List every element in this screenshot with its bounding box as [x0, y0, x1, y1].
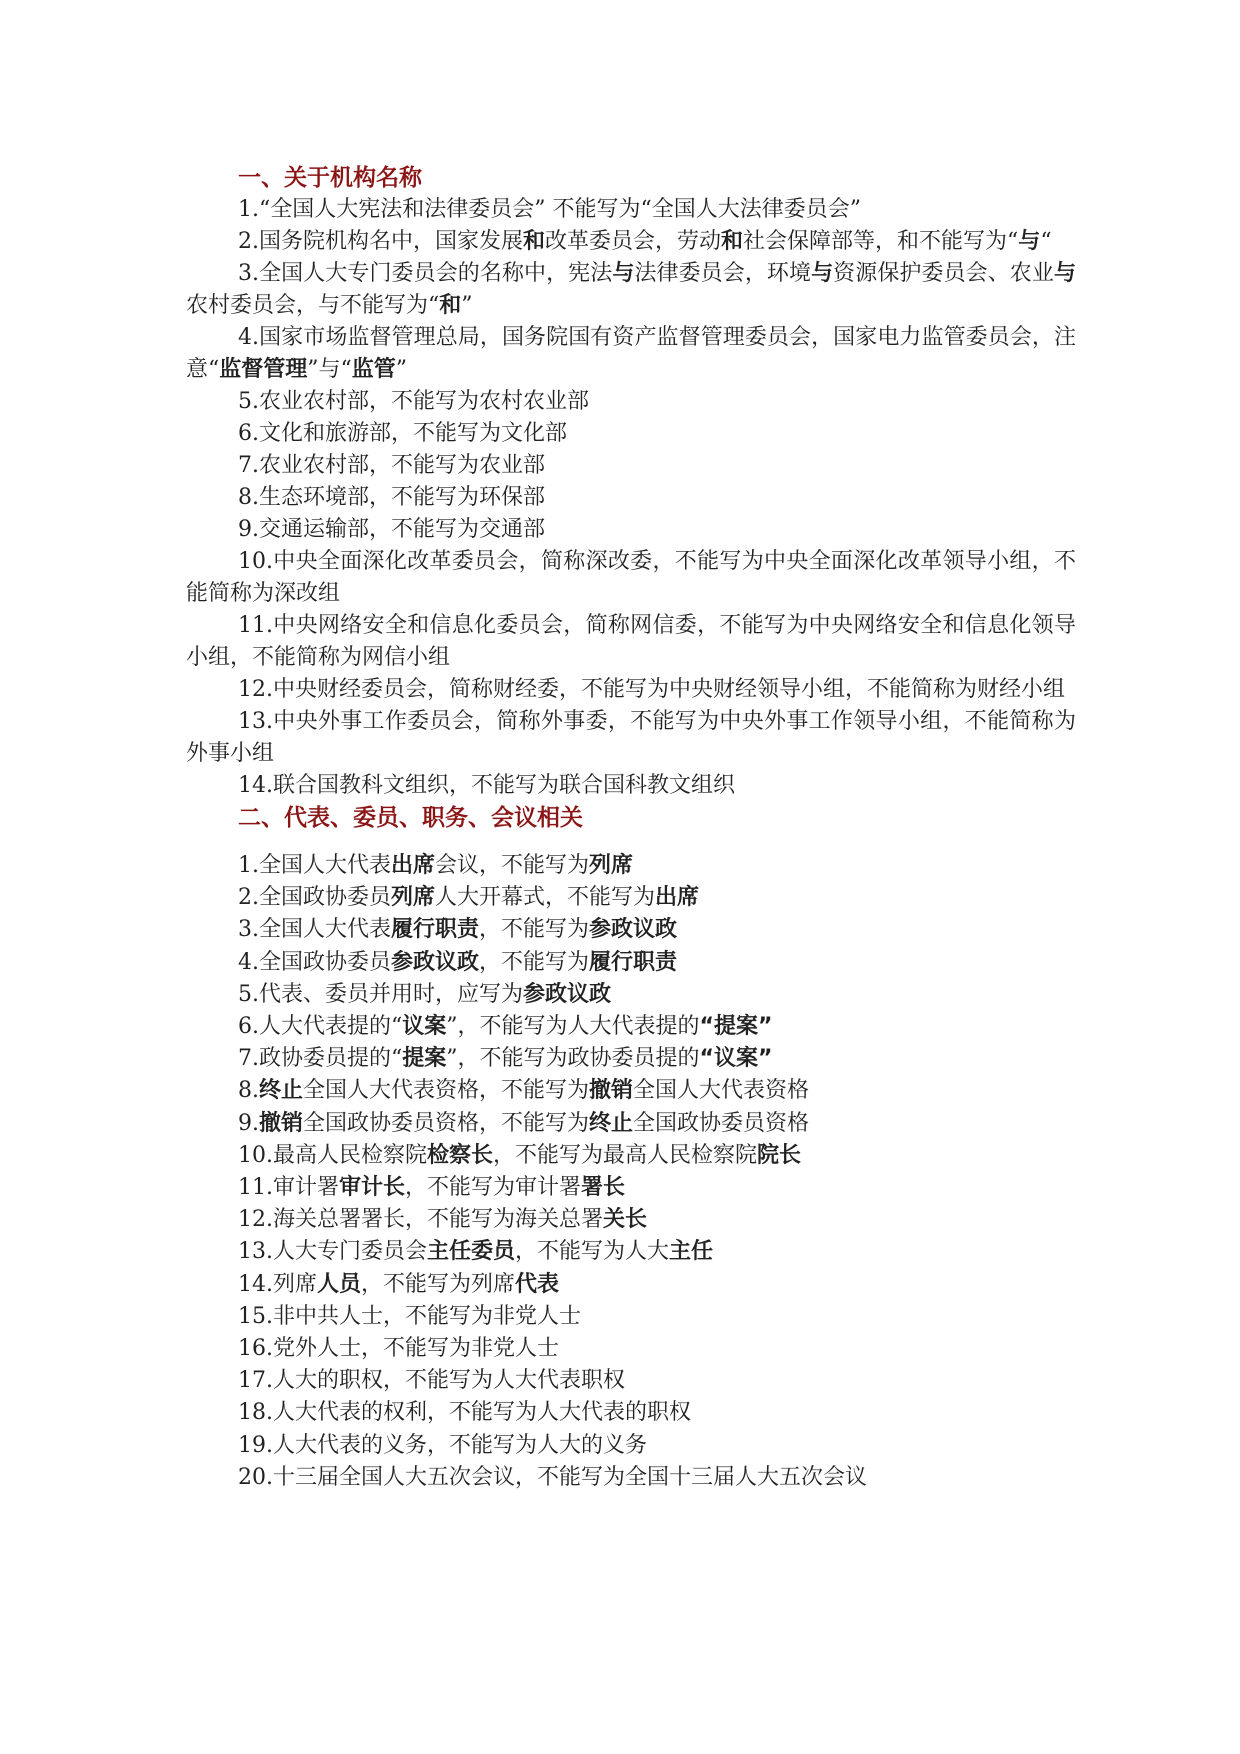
emphasis-text: 和 — [523, 229, 546, 254]
item-text: 17.人大的职权，不能写为人大代表职权 — [238, 1368, 625, 1394]
emphasis-text: 主任 — [669, 1239, 714, 1265]
list-item — [238, 1333, 1076, 1365]
emphasis-text: 参政议政 — [391, 949, 480, 975]
document-body — [186, 162, 1076, 1494]
emphasis-text: 撤销 — [259, 1110, 304, 1136]
emphasis-text: 履行职责 — [391, 917, 480, 943]
item-text: 14.联合国教科文组织，不能写为联合国科教文组织 — [238, 773, 735, 798]
list-item — [238, 1236, 1076, 1268]
item-text: 全国政协委员资格，不能写为 — [303, 1110, 590, 1136]
item-text: ，不能写为 — [479, 949, 590, 975]
section-list-deputies-members — [186, 850, 1076, 1494]
item-text: ”，不能写为人大代表提的 — [446, 1014, 700, 1040]
emphasis-text: 列席 — [589, 853, 634, 878]
item-text: ”与“ — [307, 357, 352, 382]
emphasis-text: 人员 — [317, 1271, 362, 1297]
item-text: ” — [395, 357, 408, 382]
emphasis-text: 履行职责 — [589, 949, 678, 975]
list-item — [238, 1011, 1076, 1043]
emphasis-text: 出席 — [391, 853, 436, 878]
list-item — [238, 1365, 1076, 1397]
emphasis-text: 与 — [811, 261, 834, 286]
item-text: 14.列席 — [238, 1271, 317, 1297]
list-item — [238, 914, 1076, 946]
item-text: ，不能写为人大 — [515, 1239, 670, 1265]
list-item — [186, 482, 1076, 514]
list-item — [238, 1043, 1076, 1075]
item-text: 3.全国人大专门委员会的名称中，宪法 — [238, 261, 613, 286]
item-text: 法律委员会，环境 — [634, 261, 812, 286]
list-item — [186, 450, 1076, 482]
item-text: 8. — [238, 1078, 259, 1104]
list-item — [186, 610, 1076, 674]
emphasis-text: 参政议政 — [589, 917, 678, 943]
emphasis-text: 终止 — [259, 1078, 304, 1104]
emphasis-text: 院长 — [757, 1142, 802, 1168]
emphasis-text: 和 — [439, 293, 462, 318]
list-item — [186, 226, 1076, 258]
emphasis-text: 提案 — [402, 1046, 447, 1072]
list-item — [238, 850, 1076, 882]
emphasis-text: 和 — [721, 229, 744, 254]
item-text: 1.“全国人大宪法和法律委员会” 不能写为“全国人大法律委员会” — [238, 197, 861, 222]
item-text: 20.十三届全国人大五次会议，不能写为全国十三届人大五次会议 — [238, 1464, 867, 1490]
item-text: 2.国务院机构名中，国家发展 — [238, 229, 523, 254]
emphasis-text: 监督管理 — [219, 357, 308, 382]
item-text: 2.全国政协委员 — [238, 885, 391, 911]
list-item — [238, 1108, 1076, 1140]
item-text: ，不能写为 — [479, 917, 590, 943]
list-item — [186, 194, 1076, 226]
emphasis-text: 署长 — [581, 1175, 626, 1201]
list-item — [186, 674, 1076, 706]
emphasis-text: 审计长 — [339, 1175, 406, 1201]
list-item — [186, 706, 1076, 770]
item-text: 资源保护委员会、农业 — [833, 261, 1054, 286]
item-text: 改革委员会，劳动 — [545, 229, 722, 254]
list-item — [238, 1172, 1076, 1204]
item-text: 农村委员会，与不能写为“ — [186, 293, 440, 318]
item-text: 6.人大代表提的“ — [238, 1014, 403, 1040]
list-item — [238, 1075, 1076, 1107]
item-text: 10.最高人民检察院 — [238, 1142, 427, 1168]
section-list-institution-names — [186, 194, 1076, 802]
list-item — [186, 258, 1076, 322]
item-text: 6.文化和旅游部，不能写为文化部 — [238, 421, 567, 446]
emphasis-text: 终止 — [589, 1110, 634, 1136]
list-item — [186, 514, 1076, 546]
emphasis-text: 监管 — [351, 357, 396, 382]
item-text: ”，不能写为政协委员提的 — [446, 1046, 700, 1072]
item-text: 12.中央财经委员会，简称财经委，不能写为中央财经领导小组，不能简称为财经小组 — [238, 677, 1065, 702]
emphasis-text: “议案” — [699, 1046, 773, 1072]
item-text: 13.中央外事工作委员会，简称外事委，不能写为中央外事工作领导小组，不能简称为外事小组 — [186, 709, 1076, 766]
list-item — [186, 418, 1076, 450]
list-item — [238, 1462, 1076, 1494]
item-text: 全国人大代表资格，不能写为 — [303, 1078, 590, 1104]
emphasis-text: “提案” — [699, 1014, 773, 1040]
emphasis-text: 与 — [1053, 261, 1076, 286]
list-item — [186, 386, 1076, 418]
item-text: 5.代表、委员并用时，应写为 — [238, 981, 523, 1007]
list-item — [186, 770, 1076, 802]
item-text: 19.人大代表的义务，不能写为人大的义务 — [238, 1432, 647, 1458]
emphasis-text: 列席 — [391, 885, 436, 911]
item-text: ，不能写为列席 — [361, 1271, 516, 1297]
emphasis-text: 代表 — [515, 1271, 560, 1297]
list-item — [238, 882, 1076, 914]
list-item — [238, 1301, 1076, 1333]
item-text: 12.海关总署署长，不能写为海关总署 — [238, 1207, 603, 1233]
item-text: ，不能写为最高人民检察院 — [493, 1142, 758, 1168]
item-text: 18.人大代表的权利，不能写为人大代表的职权 — [238, 1400, 691, 1426]
item-text: 10.中央全面深化改革委员会，简称深改委，不能写为中央全面深化改革领导小组，不能简称为深改组 — [186, 549, 1076, 606]
item-text: 1.全国人大代表 — [238, 853, 391, 878]
item-text: 全国政协委员资格 — [633, 1110, 810, 1136]
emphasis-text: 与 — [612, 261, 635, 286]
item-text: 11.审计署 — [238, 1175, 339, 1201]
item-text: 会议，不能写为 — [435, 853, 590, 878]
item-text: “ — [1040, 229, 1052, 254]
item-text: 9.交通运输部，不能写为交通部 — [238, 517, 545, 542]
item-text: 5.农业农村部，不能写为农村农业部 — [238, 389, 589, 414]
emphasis-text: 撤销 — [589, 1078, 634, 1104]
section-heading-institution-names: 一、关于机构名称 — [238, 165, 422, 191]
emphasis-text: 检察长 — [427, 1142, 494, 1168]
item-text: 3.全国人大代表 — [238, 917, 391, 943]
emphasis-text: 议案 — [402, 1014, 447, 1040]
emphasis-text: 关长 — [603, 1207, 648, 1233]
item-text: 人大开幕式，不能写为 — [435, 885, 656, 911]
list-item — [238, 1269, 1076, 1301]
item-text: 13.人大专门委员会 — [238, 1239, 427, 1265]
item-text: 全国人大代表资格 — [633, 1078, 810, 1104]
spacer — [186, 834, 1076, 850]
item-text: 7.农业农村部，不能写为农业部 — [238, 453, 545, 478]
item-text: 4.国家市场监督管理总局，国务院国有资产监督管理委员会，国家电力监管委员会，注意“ — [186, 325, 1076, 382]
list-item — [238, 979, 1076, 1011]
list-item — [238, 947, 1076, 979]
item-text: 9. — [238, 1110, 259, 1136]
emphasis-text: 主任委员 — [427, 1239, 516, 1265]
list-item — [238, 1430, 1076, 1462]
item-text: 8.生态环境部，不能写为环保部 — [238, 485, 545, 510]
list-item — [238, 1397, 1076, 1429]
emphasis-text: 参政议政 — [523, 981, 612, 1007]
item-text: 4.全国政协委员 — [238, 949, 391, 975]
list-item — [186, 322, 1076, 386]
list-item — [238, 1140, 1076, 1172]
item-text: 7.政协委员提的“ — [238, 1046, 403, 1072]
item-text: 社会保障部等，和不能写为“ — [743, 229, 1019, 254]
item-text: 11.中央网络安全和信息化委员会，简称网信委，不能写为中央网络安全和信息化领导小组，不能简称为网信小组 — [186, 613, 1076, 670]
item-text: 16.党外人士，不能写为非党人士 — [238, 1336, 559, 1362]
section-heading-deputies-members: 二、代表、委员、职务、会议相关 — [238, 805, 583, 831]
item-text: 15.非中共人士，不能写为非党人士 — [238, 1303, 581, 1329]
emphasis-text: 与 — [1018, 229, 1041, 254]
emphasis-text: 出席 — [655, 885, 700, 911]
list-item — [238, 1204, 1076, 1236]
list-item — [186, 546, 1076, 610]
item-text: ” — [461, 293, 473, 318]
item-text: ，不能写为审计署 — [405, 1175, 582, 1201]
